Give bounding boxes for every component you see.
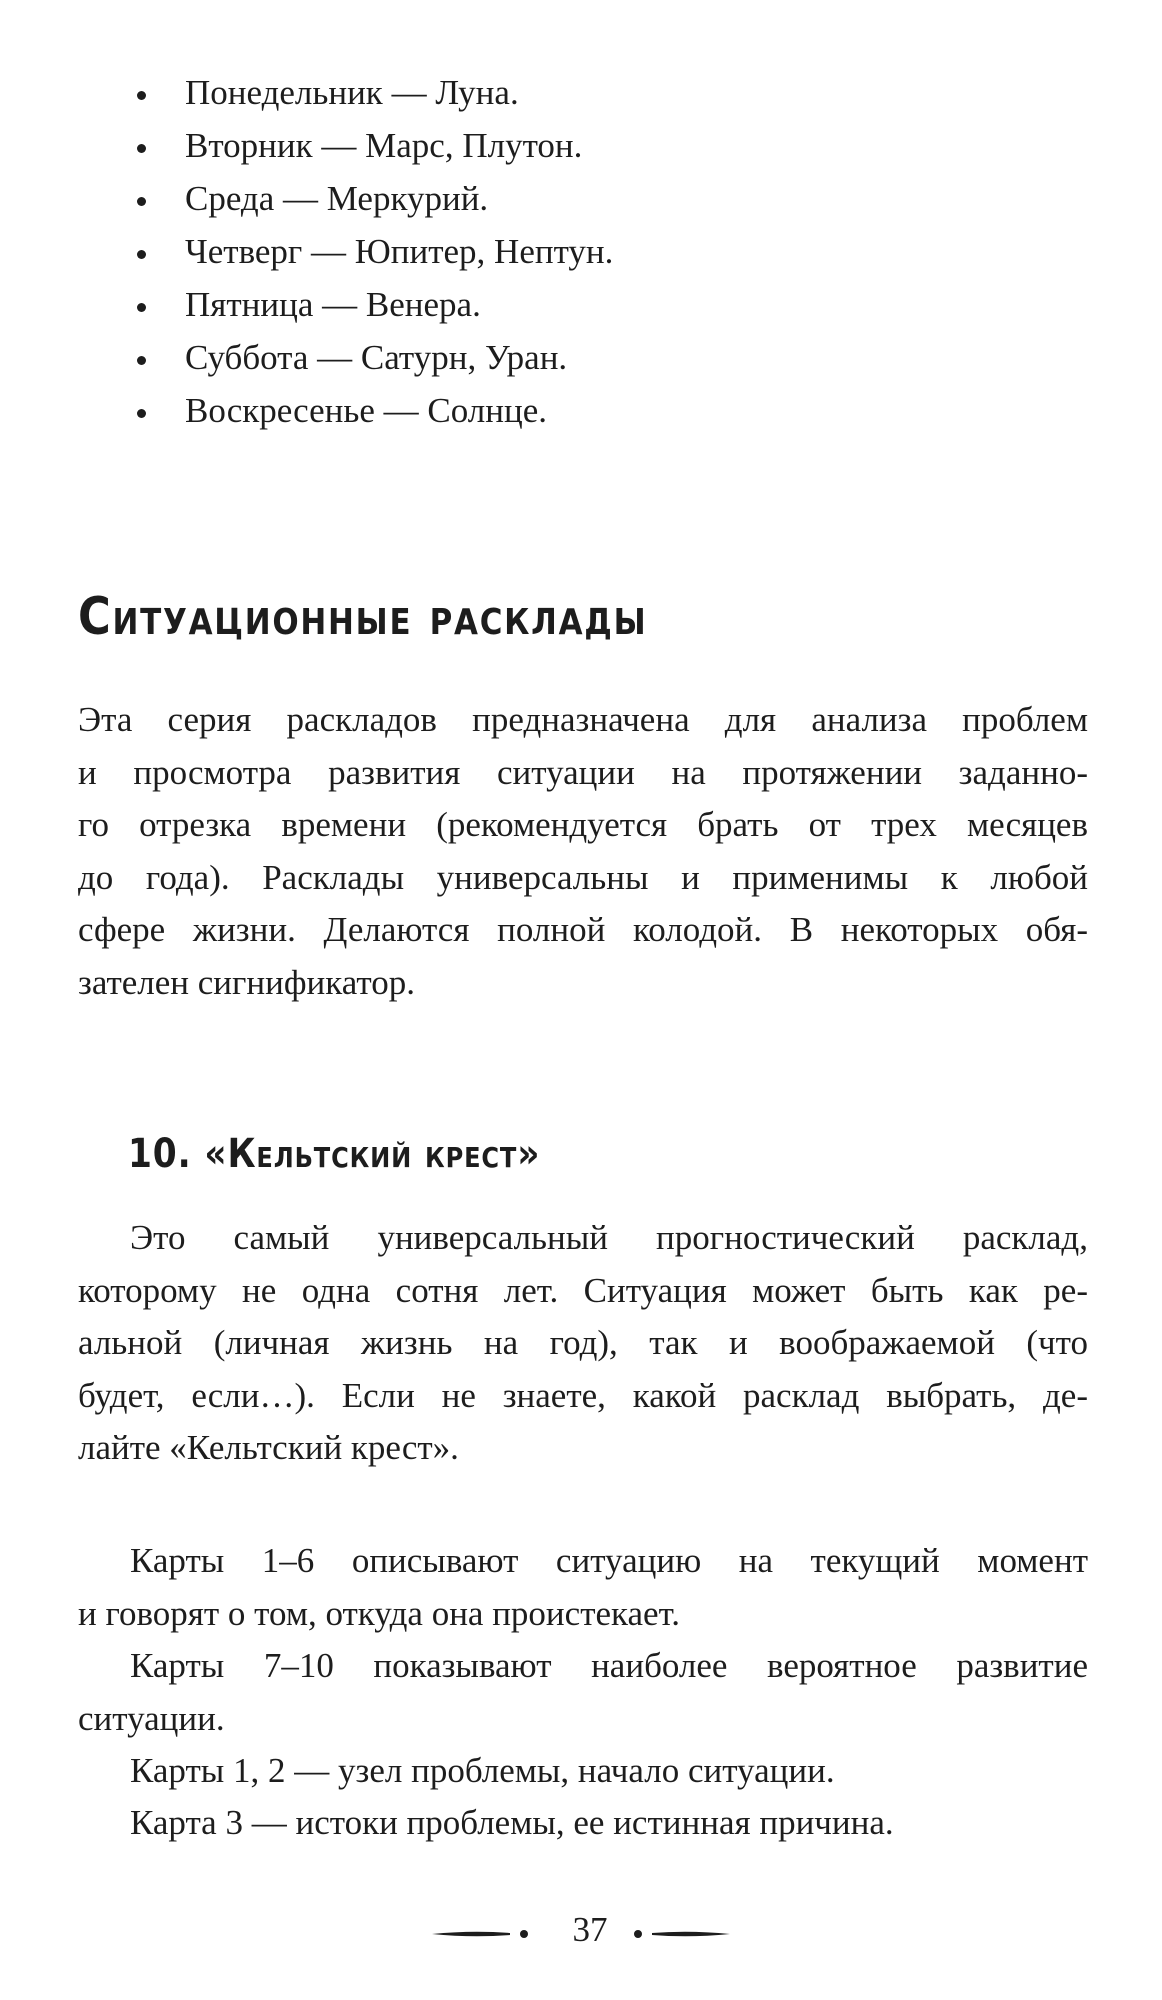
cards-7-10-paragraph <box>78 1640 1088 1745</box>
list-item <box>133 172 613 225</box>
list-item <box>133 66 613 119</box>
text-line: ситуации. <box>78 1698 225 1738</box>
bullet-icon <box>137 356 146 365</box>
ornament-right-icon <box>630 1928 730 1940</box>
list-item-text: Пятница — Венера. <box>185 285 481 324</box>
list-item <box>133 331 613 384</box>
bullet-icon <box>137 197 146 206</box>
bullet-icon <box>137 144 146 153</box>
spread-description <box>78 1212 1088 1475</box>
text-line: и говорят о том, откуда она проистекает. <box>78 1593 680 1633</box>
text-line: альной (личная жизнь на год), так и воображаемой (что <box>78 1323 1088 1362</box>
text-line: сфере жизни. Делаются полной колодой. В некоторых обя- <box>78 910 1088 949</box>
cards-1-2-paragraph <box>78 1745 1088 1798</box>
list-item-text: Вторник — Марс, Плутон. <box>185 126 583 165</box>
list-item-text: Четверг — Юпитер, Нептун. <box>185 232 614 271</box>
list-item-text: Среда — Меркурий. <box>185 179 489 218</box>
intro-paragraph <box>78 694 1088 1009</box>
bullet-icon <box>137 250 146 259</box>
page-footer <box>0 1900 1162 1960</box>
list-item-text: Суббота — Сатурн, Уран. <box>185 338 568 377</box>
list-item <box>133 119 613 172</box>
spread-title: 10. «Кельтский крест» <box>128 1131 541 1177</box>
text-line: будет, если…). Если не знаете, какой расклад выбрать, де- <box>78 1375 1088 1415</box>
list-item-text: Воскресенье — Солнце. <box>185 391 547 430</box>
bullet-icon <box>137 91 146 100</box>
weekday-planet-list <box>133 66 613 437</box>
text-line: Карты 7–10 показывают наиболее вероятное развитие <box>130 1646 1088 1685</box>
text-line: которому не одна сотня лет. Ситуация может быть как ре- <box>78 1270 1088 1310</box>
text-line: и просмотра развития ситуации на протяжении заданно- <box>78 752 1088 792</box>
bullet-icon <box>137 303 146 312</box>
text-line: Карты 1, 2 — узел проблемы, начало ситуации. <box>130 1751 835 1790</box>
ornament-left-icon <box>432 1928 532 1940</box>
page-number: 37 <box>572 1910 608 1949</box>
text-line: Карта 3 — истоки проблемы, ее истинная причина. <box>130 1803 894 1842</box>
text-line: Карты 1–6 описывают ситуацию на текущий момент <box>130 1541 1088 1580</box>
bullet-icon <box>137 409 146 418</box>
list-item-text: Понедельник — Луна. <box>185 73 519 112</box>
list-item <box>133 278 613 331</box>
text-line: зателен сигнификатор. <box>78 962 415 1002</box>
text-line: го отрезка времени (рекомендуется брать от трех месяцев <box>78 805 1088 844</box>
section-title: Ситуационные расклады <box>78 587 648 647</box>
cards-1-6-paragraph <box>78 1535 1088 1640</box>
list-item <box>133 225 613 278</box>
text-line: до года). Расклады универсальны и применимы к любой <box>78 857 1088 897</box>
list-item <box>133 384 613 437</box>
text-line: Это самый универсальный прогностический расклад, <box>130 1218 1088 1257</box>
text-line: Эта серия раскладов предназначена для анализа проблем <box>78 700 1088 739</box>
card-3-paragraph <box>78 1797 1088 1850</box>
text-line: лайте «Кельтский крест». <box>78 1428 459 1467</box>
